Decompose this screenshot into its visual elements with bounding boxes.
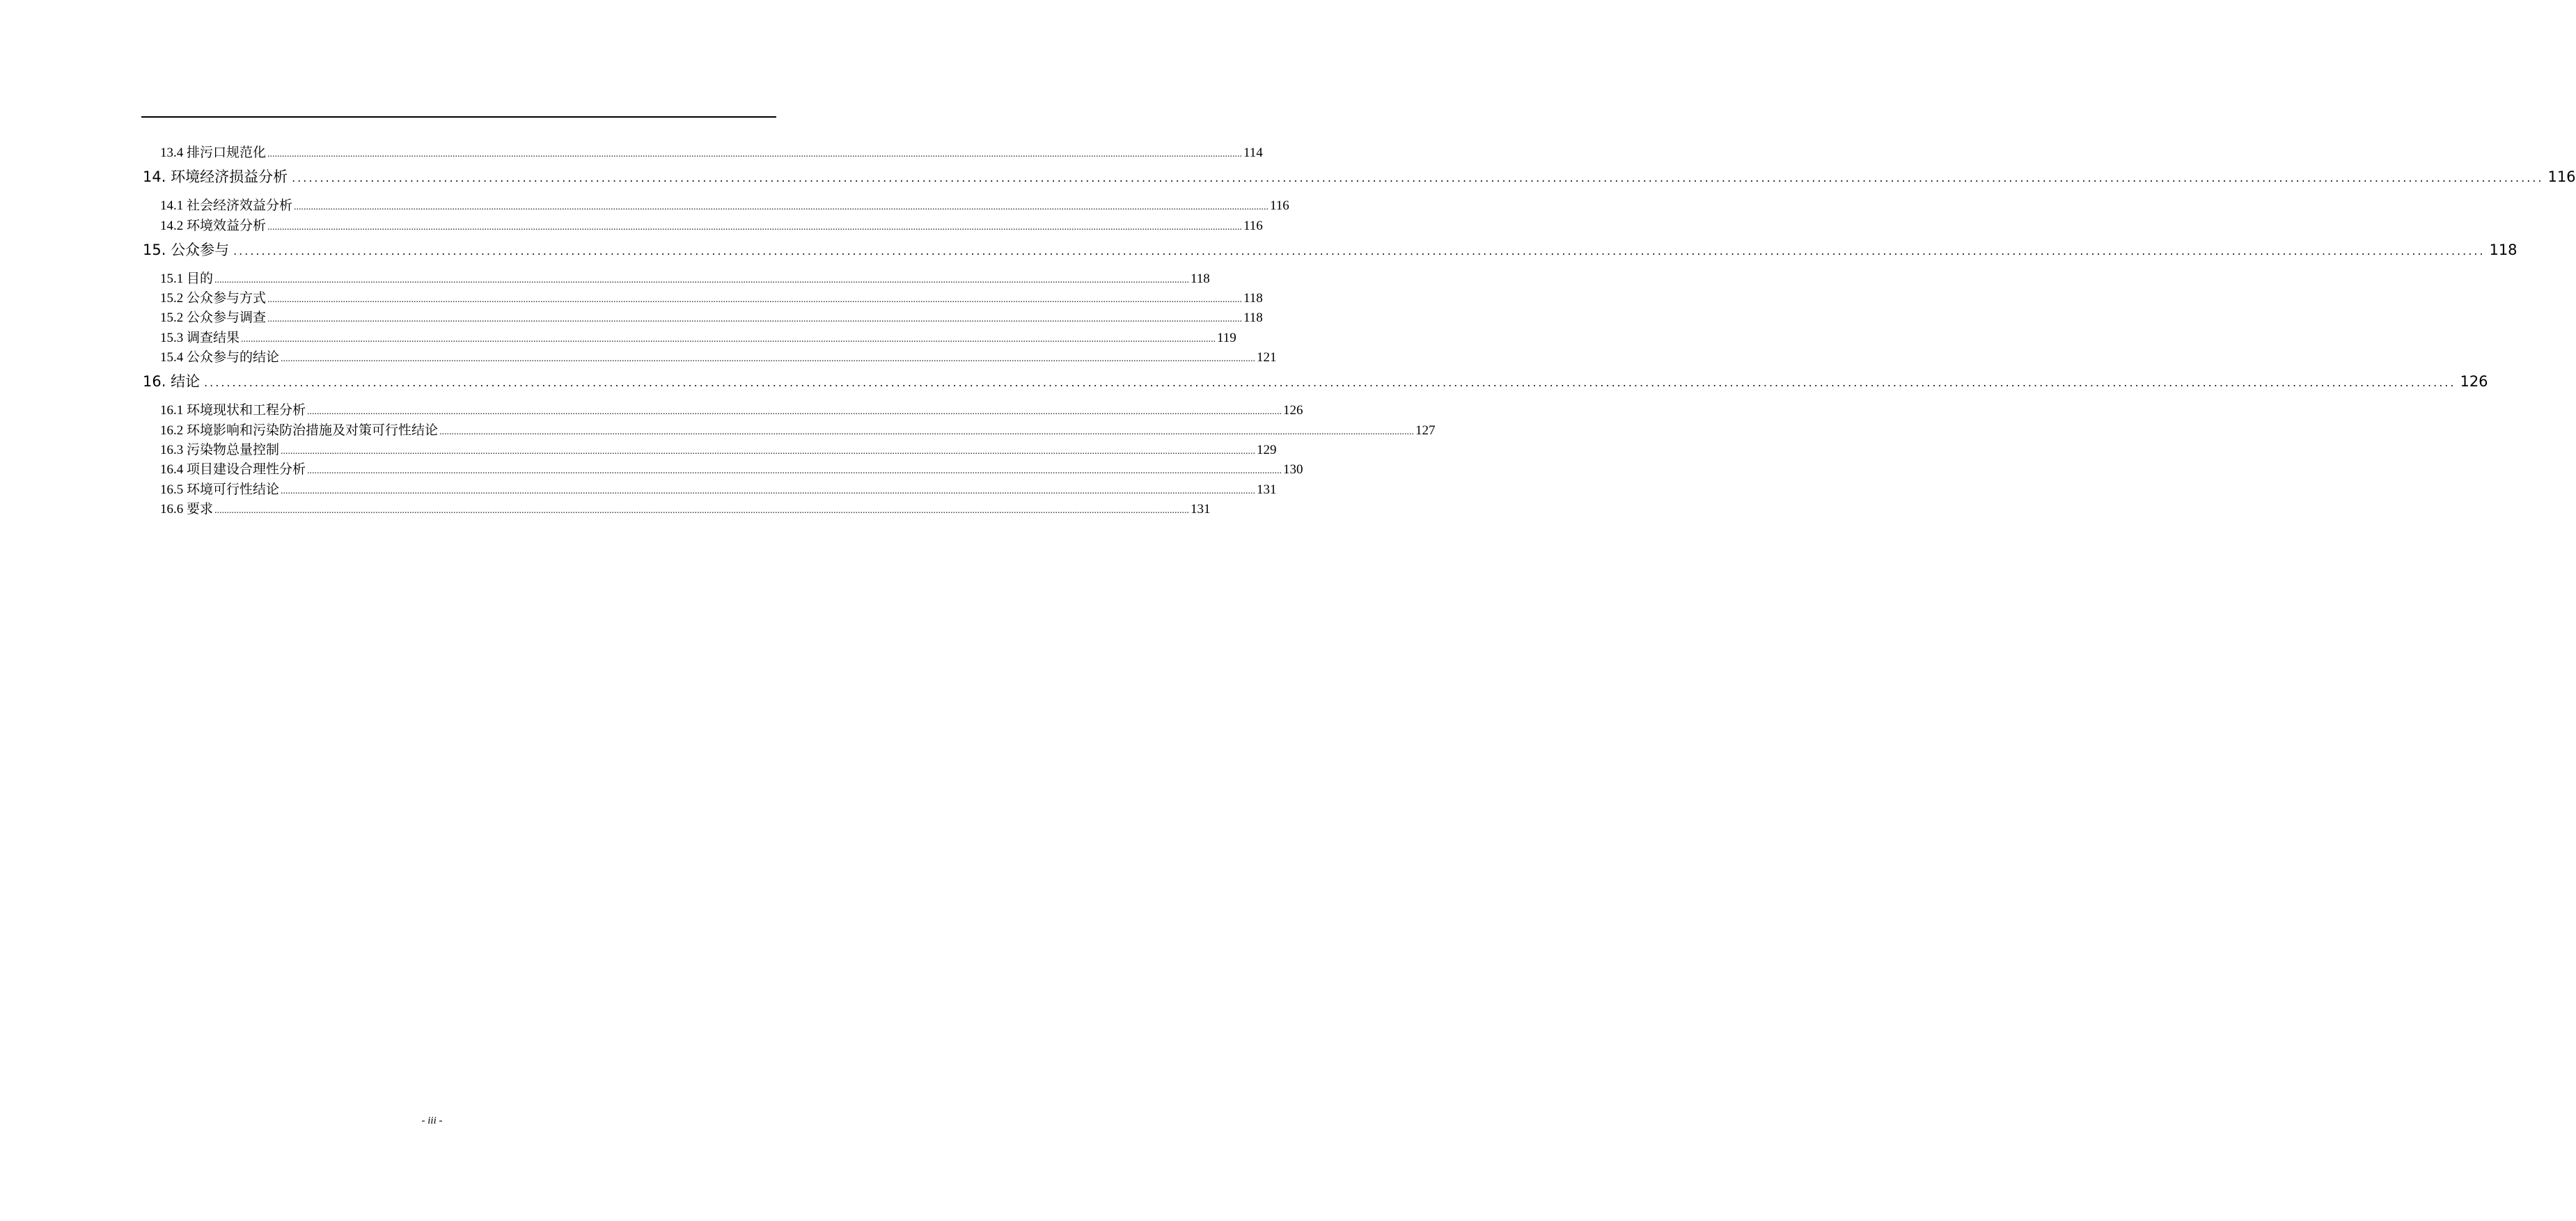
toc-section-entry[interactable] [143,308,1263,328]
toc-page-number: 129 [1257,442,1277,457]
toc-page-number: 126 [2460,373,2488,391]
dot-leader: ................................................................................................................................................................................................................................................................................................................................................................................................................ [307,407,1282,418]
toc-section-entry[interactable] [143,480,1277,500]
dot-leader: ................................................................................................................................................................................................................................................................................................................................................................................................................ [307,466,1282,477]
toc-entry-label: 16. 结论 [143,373,201,391]
toc-page-number: 127 [1415,423,1436,438]
toc-page-number: 118 [1243,291,1263,306]
toc-section-entry[interactable] [143,216,1263,236]
toc-page-number: 118 [2489,241,2518,258]
toc-entry-label: 15.2 公众参与调查 [160,310,267,326]
toc-page-number: 130 [1283,462,1303,478]
toc-section-entry[interactable] [143,269,1210,289]
toc-entry-label: 14. 环境经济损益分析 [143,168,288,186]
toc-section-entry[interactable] [143,460,1303,480]
dot-leader: ................................................................................................................................................................................................................................................................................................................................................................................................................ [281,446,1256,457]
toc-section-entry[interactable] [143,500,1211,519]
toc-section-entry[interactable] [143,421,1436,441]
dot-leader: ................................................................................................................................................................................................................................................................................................................................................................................................................ [241,333,1216,345]
toc-page-number: 116 [1270,198,1289,214]
toc-page-number: 131 [1191,501,1211,517]
dot-leader: ................................................................................................................................................................................................................................................................................................................................................................................................................ [439,426,1415,437]
toc-section-entry[interactable] [143,348,1277,368]
toc-section-entry[interactable] [143,289,1263,308]
toc-section-entry[interactable] [143,401,1303,420]
toc-entry-label: 16.6 要求 [160,501,214,517]
toc-entry-label: 13.4 排污口规范化 [160,145,267,160]
toc-chapter-entry[interactable] [143,163,2576,196]
toc-section-entry[interactable] [143,143,1263,163]
dot-leader: ................................................................................................................................................................................................................................................................................................................................................................................................................ [233,244,2485,258]
toc-entry-label: 15. 公众参与 [143,241,230,258]
toc-entry-label: 14.2 环境效益分析 [160,218,267,233]
toc-page-number: 118 [1191,271,1210,286]
toc-entry-label: 15.4 公众参与的结论 [160,350,280,365]
dot-leader: ................................................................................................................................................................................................................................................................................................................................................................................................................ [204,376,2456,390]
dot-leader: ................................................................................................................................................................................................................................................................................................................................................................................................................ [267,149,1243,159]
dot-leader: ................................................................................................................................................................................................................................................................................................................................................................................................................ [294,202,1269,213]
toc-page-number: 118 [1243,310,1263,326]
toc-page-number: 116 [1243,218,1263,233]
dot-leader: ................................................................................................................................................................................................................................................................................................................................................................................................................ [281,485,1256,496]
toc-entry-label: 16.1 环境现状和工程分析 [160,403,306,418]
toc-entry-label: 14.1 社会经济效益分析 [160,198,293,214]
toc-page-number: 116 [2547,168,2576,186]
toc-chapter-entry[interactable] [143,368,2488,401]
toc-page-number: 126 [1283,403,1303,418]
toc-chapter-entry[interactable] [143,236,2518,269]
toc-entry-label: 16.3 污染物总量控制 [160,442,280,457]
toc-entry-label: 15.2 公众参与方式 [160,291,267,306]
page-folio: - iii - [421,1115,443,1126]
toc-entry-label: 15.1 目的 [160,271,214,286]
toc-entry-label: 16.5 环境可行性结论 [160,482,280,497]
toc-page-number: 121 [1257,350,1277,365]
table-of-contents [143,143,2576,519]
dot-leader: ................................................................................................................................................................................................................................................................................................................................................................................................................ [292,171,2544,185]
toc-entry-label: 16.4 项目建设合理性分析 [160,462,306,478]
dot-leader: ................................................................................................................................................................................................................................................................................................................................................................................................................ [267,314,1243,325]
dot-leader: ................................................................................................................................................................................................................................................................................................................................................................................................................ [214,505,1190,516]
toc-entry-label: 15.3 调查结果 [160,330,240,345]
toc-page-number: 131 [1257,482,1277,497]
dot-leader: ................................................................................................................................................................................................................................................................................................................................................................................................................ [267,294,1243,306]
toc-section-entry[interactable] [143,196,1289,216]
header-rule [141,116,776,118]
toc-section-entry[interactable] [143,441,1277,460]
dot-leader: ................................................................................................................................................................................................................................................................................................................................................................................................................ [214,274,1190,285]
toc-section-entry[interactable] [143,329,1236,348]
dot-leader: ................................................................................................................................................................................................................................................................................................................................................................................................................ [281,354,1256,365]
toc-page-number: 114 [1243,145,1263,160]
dot-leader: ................................................................................................................................................................................................................................................................................................................................................................................................................ [267,221,1243,233]
toc-entry-label: 16.2 环境影响和污染防治措施及对策可行性结论 [160,423,439,438]
toc-page-number: 119 [1217,330,1236,345]
